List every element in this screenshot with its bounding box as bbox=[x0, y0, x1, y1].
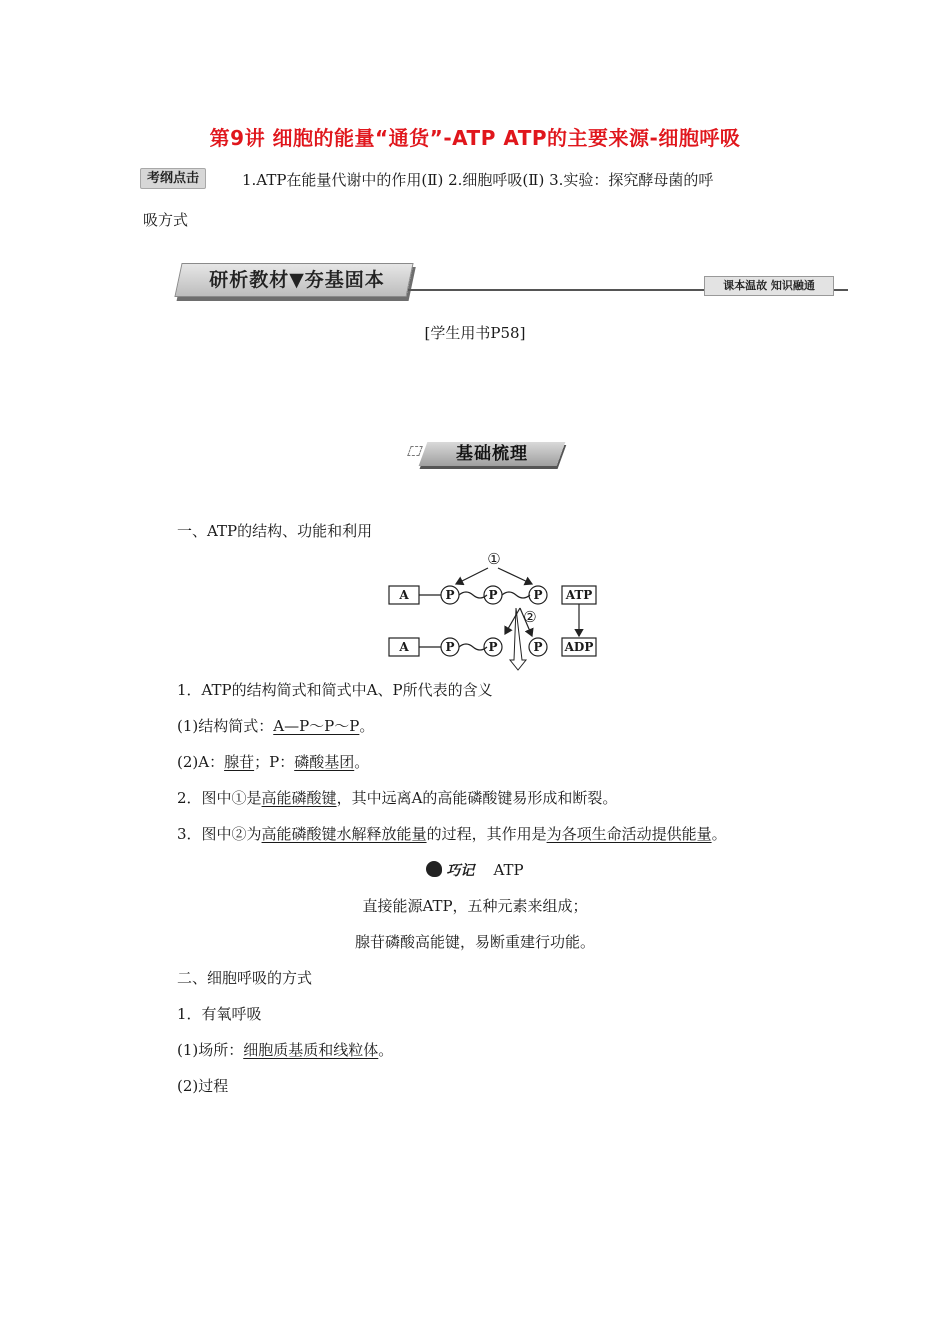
diagram-adp-box: ADP bbox=[564, 640, 594, 654]
p1-item1a: (1)结构简式：A—P～P～P。 bbox=[177, 717, 375, 735]
kaogang-line2: 吸方式 bbox=[143, 211, 189, 229]
poem-line1: 直接能源ATP，五种元素来组成； bbox=[362, 897, 588, 915]
diagram-label-1: ① bbox=[487, 550, 501, 568]
p2-item1a: (1)场所：细胞质基质和线粒体。 bbox=[177, 1041, 394, 1059]
qiaoji-title: ATP bbox=[493, 861, 524, 879]
book-reference: [学生用书P58] bbox=[424, 324, 526, 342]
diagram-a-bottom: A bbox=[399, 640, 409, 654]
qiaoji-label: 巧记 bbox=[446, 863, 475, 879]
subsection-title: 基础梳理 bbox=[456, 444, 528, 464]
answer-structure-formula: A—P～P～P bbox=[273, 717, 360, 735]
qiaoji-heading bbox=[0, 860, 950, 881]
kaogang-line1: 1.ATP在能量代谢中的作用(Ⅱ) 2.细胞呼吸(Ⅱ) 3.实验：探究酵母菌的呼 bbox=[242, 171, 714, 189]
diagram-p1-bottom: P bbox=[445, 640, 455, 654]
subsection-deco-icon bbox=[407, 446, 423, 456]
answer-hydrolysis: 高能磷酸键水解释放能量 bbox=[261, 825, 427, 843]
diagram-p1-top: P bbox=[445, 588, 455, 602]
head-icon bbox=[426, 861, 442, 877]
p1-item1b: (2)A：腺苷；P：磷酸基团。 bbox=[177, 753, 370, 771]
p2-item1: 1．有氧呼吸 bbox=[177, 1005, 262, 1023]
diagram-atp-box: ATP bbox=[565, 588, 593, 602]
poem-line2: 腺苷磷酸高能键，易断重建行功能。 bbox=[354, 933, 595, 951]
p1-item1: 1．ATP的结构简式和简式中A、P所代表的含义 bbox=[177, 681, 493, 699]
diagram-p3-top: P bbox=[533, 588, 543, 602]
kaogang-tag: 考纲点击 bbox=[140, 168, 206, 189]
p1-item3: 3．图中②为高能磷酸键水解释放能量的过程，其作用是为各项生命活动提供能量。 bbox=[177, 825, 727, 843]
answer-location: 细胞质基质和线粒体 bbox=[243, 1041, 379, 1059]
part1-heading: 一、ATP的结构、功能和利用 bbox=[177, 522, 373, 540]
diagram-label-2: ② bbox=[523, 608, 537, 626]
p2-item1b: (2)过程 bbox=[177, 1077, 229, 1095]
section-banner-label: 研析教材▼夯基固本 bbox=[209, 269, 385, 291]
part2-heading: 二、细胞呼吸的方式 bbox=[177, 969, 313, 987]
section-right-label: 课本温故 知识融通 bbox=[704, 276, 834, 296]
answer-phosphate-group: 磷酸基团 bbox=[294, 753, 355, 771]
atp-diagram-labels bbox=[380, 548, 610, 672]
diagram-p3-bottom: P bbox=[533, 640, 543, 654]
diagram-a-top: A bbox=[399, 588, 409, 602]
diagram-p2-top: P bbox=[488, 588, 498, 602]
page-title: 第9讲 细胞的能量“通货”-ATP ATP的主要来源-细胞呼吸 bbox=[209, 126, 741, 150]
p1-item2: 2．图中①是高能磷酸键，其中远离A的高能磷酸键易形成和断裂。 bbox=[177, 789, 618, 807]
diagram-p2-bottom: P bbox=[488, 640, 498, 654]
answer-function: 为各项生命活动提供能量 bbox=[546, 825, 712, 843]
answer-high-energy-bond: 高能磷酸键 bbox=[261, 789, 337, 807]
answer-adenosine: 腺苷 bbox=[224, 753, 255, 771]
